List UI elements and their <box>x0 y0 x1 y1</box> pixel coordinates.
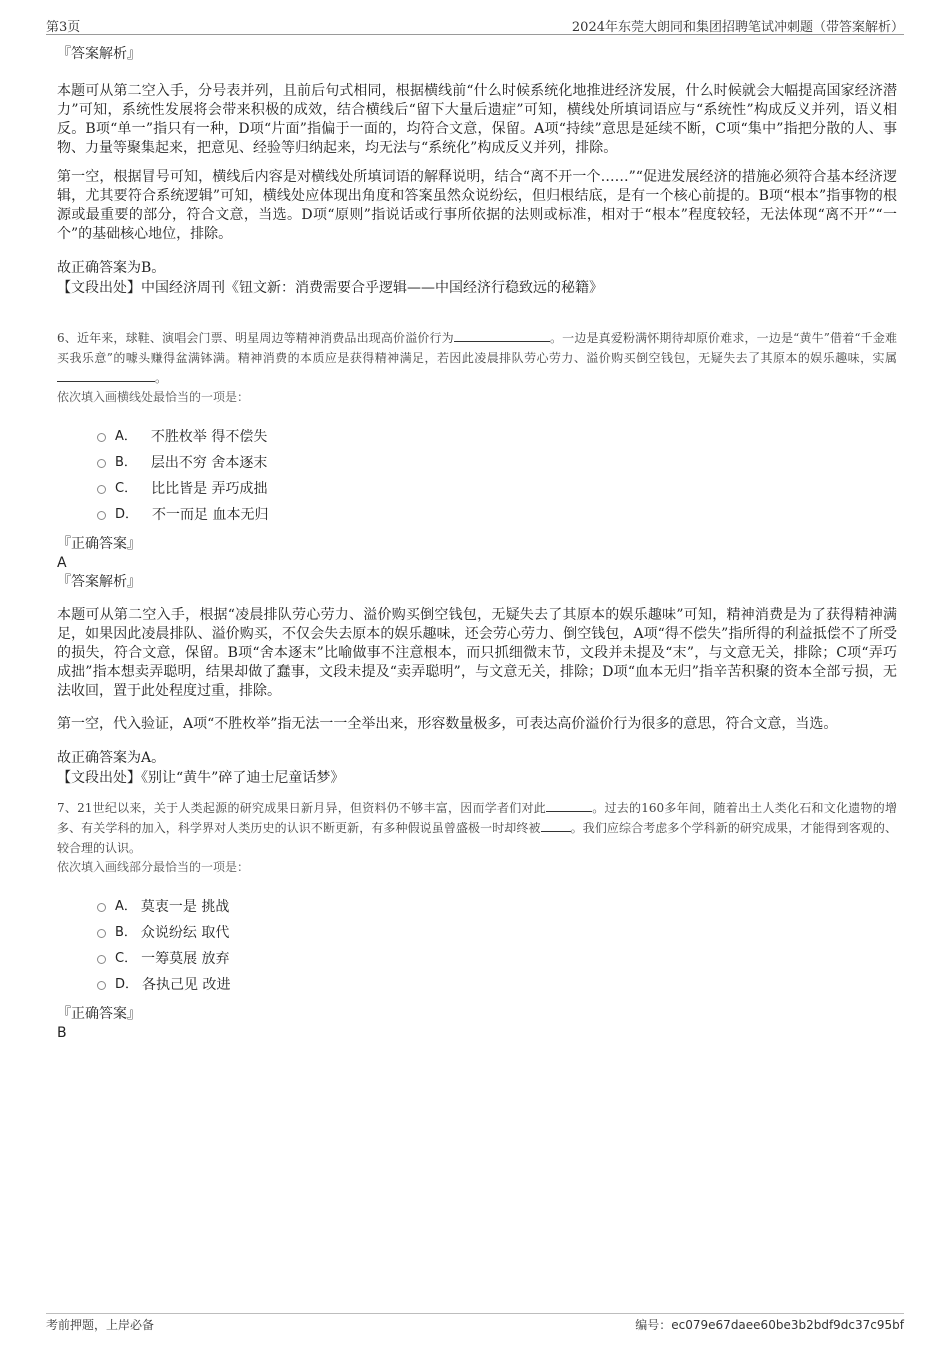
radio-icon[interactable] <box>97 511 106 520</box>
option-key: A． <box>115 429 137 444</box>
correct-answer: A <box>57 555 67 571</box>
option-c[interactable] <box>97 946 897 972</box>
question-text-part: 。 <box>155 371 168 385</box>
fill-blank <box>454 328 550 342</box>
conclusion: 故正确答案为B。 <box>57 260 166 276</box>
question-text-part: 。过去的160多年间，随着出土人类化石和文化遗物的增多、有关学科的加入，科学界对人类历史的认识不断更新，有多种假说虽曾盛极一时却终被 <box>57 801 897 835</box>
question-text-part: 7、21世纪以来，关于人类起源的研究成果日新月异，但资料仍不够丰富，因而学者们对此 <box>57 801 547 815</box>
option-text: 众说纷纭 取代 <box>140 925 230 941</box>
option-key: A． <box>115 899 137 914</box>
option-text: 莫衷一是 挑战 <box>140 899 230 915</box>
option-key: D． <box>115 977 139 992</box>
option-key: C． <box>115 951 138 966</box>
page-footer <box>46 1313 904 1332</box>
correct-answer: B <box>57 1025 67 1041</box>
option-text: 不胜枚举 得不偿失 <box>150 429 268 445</box>
option-key: D． <box>115 507 139 522</box>
option-b[interactable] <box>97 920 897 946</box>
radio-icon[interactable] <box>97 459 106 468</box>
option-text: 各执己见 改进 <box>142 977 231 993</box>
option-b[interactable] <box>97 450 897 476</box>
analysis-paragraph: 本题可从第二空入手，根据“凌晨排队劳心劳力、溢价购买倒空钱包，无疑失去了其原本的娱乐趣味”可知，精神消费是为了获得精神满足，如果因此凌晨排队、溢价购买，不仅会失去原本的娱乐趣味，还会劳心劳力、倒空钱包，A项“得不偿失”指所得的利益抵偿不了所受的损失，符合文意，保留。B项“舍本逐末”比喻做事不注意根本，而只抓细微末节，文段并未提及“末”，与文意无关，排除；C项“弄巧成拙”指本想卖弄聪明，结果却做了蠢事，文段未提及“卖弄聪明”，与文意无关，排除；D项“血本无归”指辛苦积聚的资本全部亏损，无法收回，置于此处程度过重，排除。 <box>57 607 897 699</box>
analysis-paragraph: 第一空，代入验证，A项“不胜枚举”指无法一一全举出来，形容数量极多，可表达高价溢价行为很多的意思，符合文意，当选。 <box>57 716 838 732</box>
question-text <box>57 798 897 858</box>
analysis-label: 『答案解析』 <box>57 46 141 62</box>
option-text: 层出不穷 舍本逐末 <box>150 455 268 471</box>
page-content <box>57 44 897 1042</box>
option-d[interactable] <box>97 972 897 998</box>
radio-icon[interactable] <box>97 903 106 912</box>
document-title: 2024年东莞大朗同和集团招聘笔试冲刺题（带答案解析） <box>571 20 904 35</box>
question-instruction: 依次填入画横线处最恰当的一项是： <box>57 390 250 404</box>
radio-icon[interactable] <box>97 929 106 938</box>
document-id: 编号：ec079e67daee60be3b2bdf9dc37c95bf <box>635 1318 904 1332</box>
option-text: 一筹莫展 放弃 <box>141 951 230 967</box>
option-list <box>97 894 897 998</box>
question-6 <box>57 328 897 788</box>
question-7 <box>57 798 897 1042</box>
question-text-part: 6、近年来，球鞋、演唱会门票、明星周边等精神消费品出现高价溢价行为 <box>57 331 454 345</box>
page-number: 第3页 <box>46 20 81 35</box>
correct-answer-label: 『正确答案』 <box>57 1006 141 1022</box>
option-a[interactable] <box>97 424 897 450</box>
question-text <box>57 328 897 388</box>
radio-icon[interactable] <box>97 485 106 494</box>
analysis-paragraph: 第一空，根据冒号可知，横线后内容是对横线处所填词语的解释说明，结合“离不开一个……”“促进发展经济的措施必须符合基本经济逻辑，尤其要符合系统逻辑”可知，横线处应体现出角度和答案虽然众说纷纭，但归根结底，是有一个核心前提的。B项“根本”指事物的根源或最重要的部分，符合文意，当选。D项“原则”指说话或行事所依据的法则或标准，相对于“根本”程度较轻，无法体现“离不开”“一个”的基础核心地位，排除。 <box>57 169 897 242</box>
correct-answer-label: 『正确答案』 <box>57 536 141 552</box>
option-d[interactable] <box>97 502 897 528</box>
fill-blank <box>541 818 571 832</box>
option-c[interactable] <box>97 476 897 502</box>
q5-analysis <box>57 44 897 298</box>
option-key: B． <box>115 455 137 470</box>
analysis-paragraph: 本题可从第二空入手，分号表并列，且前后句式相同，根据横线前“什么时候系统化地推进经济发展，什么时候就会大幅提高国家经济潜力”可知，系统性发展将会带来积极的成效，结合横线后“留下大量后遗症”可知，横线处所填词语应与“系统性”构成反义并列，语义相反。B项“单一”指只有一种，D项“片面”指偏于一面的，均符合文意，保留。A项“持续”意思是延续不断，C项“集中”指把分散的人、事物、力量等聚集起来，把意见、经验等归纳起来，均无法与“系统化”构成反义并列，排除。 <box>57 83 897 156</box>
footer-slogan: 考前押题，上岸必备 <box>46 1318 155 1332</box>
option-text: 不一而足 血本无归 <box>152 507 269 523</box>
option-list <box>97 424 897 528</box>
question-text-part: 。我们应综合考虑多个学科新的研究成果，才能得到客观的、较合理的认识。 <box>57 821 897 855</box>
option-a[interactable] <box>97 894 897 920</box>
radio-icon[interactable] <box>97 955 106 964</box>
radio-icon[interactable] <box>97 981 106 990</box>
source-citation: 【文段出处】《别让“黄牛”碎了迪士尼童话梦》 <box>57 770 345 786</box>
conclusion: 故正确答案为A。 <box>57 750 166 766</box>
option-text: 比比皆是 弄巧成拙 <box>151 481 268 497</box>
source-citation: 【文段出处】中国经济周刊《钮文新：消费需要合乎逻辑——中国经济行稳致远的秘籍》 <box>57 280 603 296</box>
question-text-part: 。一边是真爱粉满怀期待却原价难求，一边是“黄牛”借着“千金难买我乐意”的噱头赚得盆满钵满。精神消费的本质应是获得精神满足，若因此凌晨排队劳心劳力、溢价购买倒空钱包，无疑失去了其原本的娱乐趣味，实属 <box>57 331 897 365</box>
fill-blank <box>546 798 592 812</box>
radio-icon[interactable] <box>97 433 106 442</box>
fill-blank <box>57 368 155 382</box>
option-key: B． <box>115 925 137 940</box>
question-instruction: 依次填入画线部分最恰当的一项是： <box>57 860 250 874</box>
option-key: C． <box>115 481 138 496</box>
analysis-label: 『答案解析』 <box>57 574 141 590</box>
page-header <box>46 14 904 35</box>
